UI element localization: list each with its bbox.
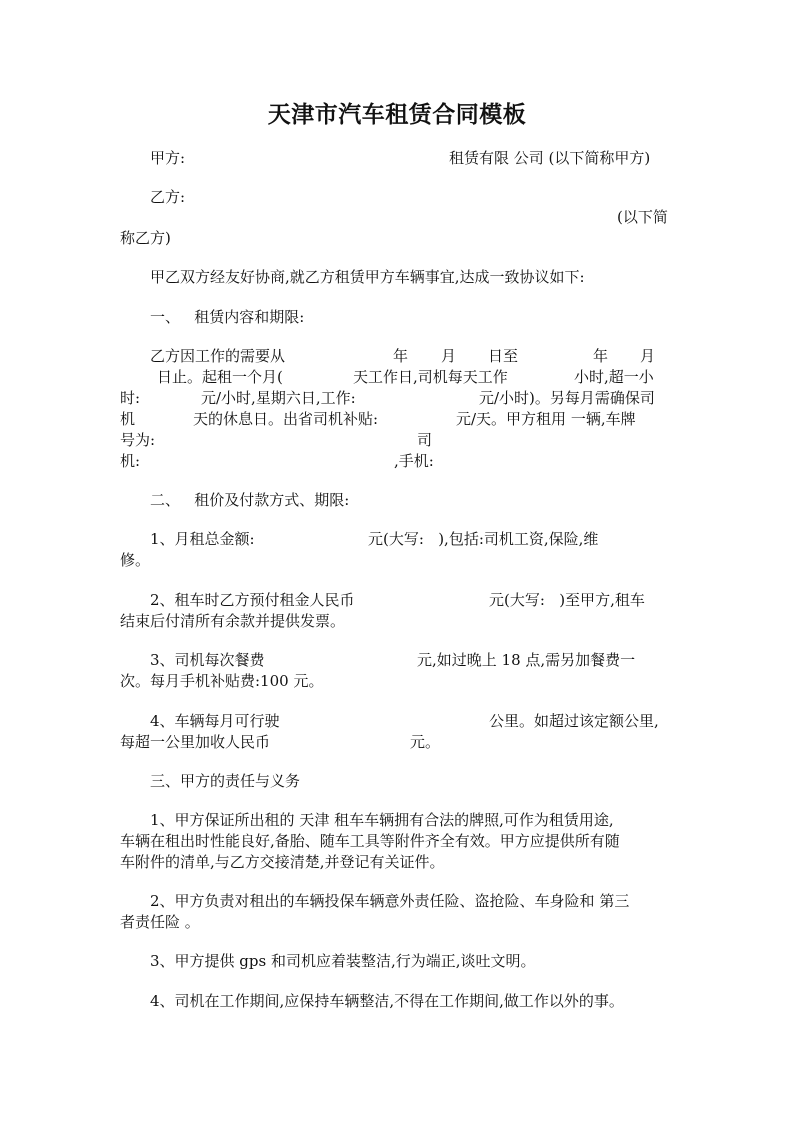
- s2-item-2: 2、租车时乙方预付租金人民币: [150, 591, 355, 609]
- s2-item-1: 1、月租总金额:: [150, 530, 255, 548]
- s1-text: 日止。起租一个月(: [157, 368, 283, 386]
- document-title: 天津市汽车租赁合同模板: [267, 101, 527, 128]
- s2-item-4: 元。: [410, 733, 441, 751]
- s2-item-4: 每超一公里加收人民币: [120, 733, 271, 751]
- party-b-note: (以下简: [617, 208, 668, 226]
- s1-text: ,手机:: [394, 452, 434, 470]
- section-2-heading: 二、 租价及付款方式、期限:: [150, 491, 350, 509]
- section-3-heading: 三、甲方的责任与义务: [150, 772, 301, 790]
- s1-text: 号为:: [120, 431, 156, 449]
- s1-text: 小时,超一小: [574, 368, 654, 386]
- s3-para-1: 车附件的清单,与乙方交接清楚,并登记有关证件。: [120, 853, 445, 871]
- s1-text: 元/天。甲方租用 一辆,车牌: [456, 410, 636, 428]
- s2-item-3: 元,如过晚上 18 点,需另加餐费一: [417, 651, 636, 669]
- s3-para-2: 2、甲方负责对租出的车辆投保车辆意外责任险、盗抢险、车身险和 第三: [150, 892, 630, 910]
- s1-text: 天工作日,司机每天工作: [353, 368, 508, 386]
- s3-para-2: 者责任险 。: [120, 913, 200, 931]
- intro-paragraph: 甲乙双方经友好协商,就乙方租赁甲方车辆事宜,达成一致协议如下:: [150, 268, 585, 286]
- s1-text: 机:: [120, 452, 141, 470]
- s1-month: 月: [441, 347, 457, 365]
- s2-item-1: 修。: [120, 551, 151, 569]
- s1-year-end: 年: [593, 347, 609, 365]
- s2-item-2: 结束后付清所有余款并提供发票。: [120, 612, 346, 630]
- s1-text: 机: [120, 410, 136, 428]
- s2-item-3: 3、司机每次餐费: [150, 651, 265, 669]
- s1-text: 时:: [120, 389, 141, 407]
- party-a-company: 租赁有限 公司 (以下简称甲方): [449, 149, 651, 167]
- s3-para-3: 3、甲方提供 gps 和司机应着装整洁,行为端正,谈吐文明。: [150, 952, 536, 970]
- s1-day-to: 日至: [488, 347, 519, 365]
- s2-item-4: 公里。如超过该定额公里,: [489, 712, 659, 730]
- party-a-label: 甲方:: [150, 149, 186, 167]
- party-b-note-cont: 称乙方): [120, 229, 171, 247]
- section-1-heading: 一、 租赁内容和期限:: [150, 308, 305, 326]
- s2-item-2: 元(大写: )至甲方,租车: [489, 591, 645, 609]
- s2-item-1: 元(大写: ),包括:司机工资,保险,维: [368, 530, 599, 548]
- s1-text: 乙方因工作的需要从: [150, 347, 286, 365]
- s3-para-1: 1、甲方保证所出租的 天津 租车车辆拥有合法的牌照,可作为租赁用途,: [150, 811, 614, 829]
- s2-item-3: 次。每月手机补贴费:100 元。: [120, 672, 324, 690]
- s3-para-1: 车辆在租出时性能良好,备胎、随车工具等附件齐全有效。甲方应提供所有随: [120, 832, 620, 850]
- s1-text: 元/小时,星期六日,工作:: [201, 389, 356, 407]
- s1-text: 元/小时)。另每月需确保司: [479, 389, 655, 407]
- s3-para-4: 4、司机在工作期间,应保持车辆整洁,不得在工作期间,做工作以外的事。: [150, 992, 624, 1010]
- s2-item-4: 4、车辆每月可行驶: [150, 712, 280, 730]
- s1-month-end: 月: [640, 347, 656, 365]
- s1-text: 天的休息日。出省司机补贴:: [193, 410, 379, 428]
- s1-text: 司: [417, 431, 433, 449]
- party-b-label: 乙方:: [150, 188, 186, 206]
- s1-year: 年: [393, 347, 409, 365]
